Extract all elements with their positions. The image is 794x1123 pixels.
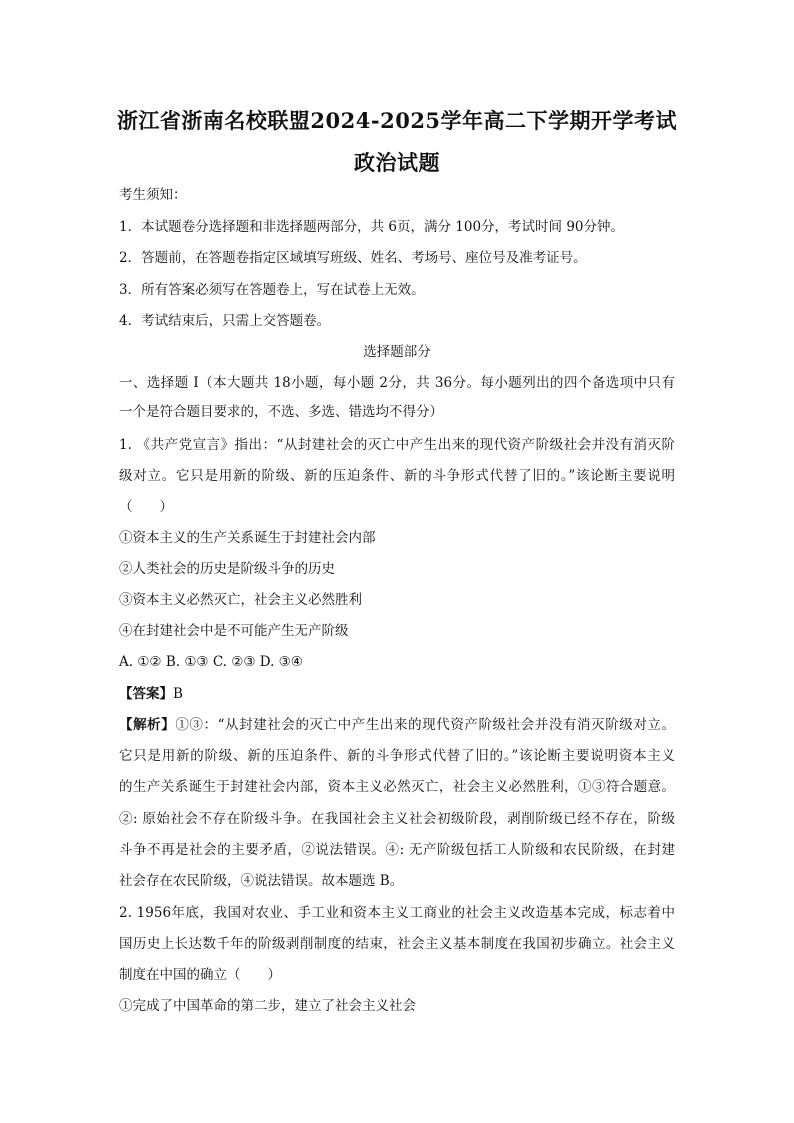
question-option: ②人类社会的历史是阶级斗争的历史 (119, 561, 335, 577)
answer-value: B (173, 686, 183, 702)
analysis-line (119, 715, 675, 735)
section-instruction: 一、选择题 I（本大题共 18小题，每小题 2分，共 36分。每小题列出的四个备选项中只有 (119, 375, 675, 391)
answer-line (119, 684, 183, 704)
analysis-line: 社会存在农民阶级，④说法错误。故本题选 B。 (119, 873, 404, 889)
question-stem: 2. 1956年底，我国对农业、手工业和资本主义工商业的社会主义改造基本完成，标志着中 (119, 905, 675, 921)
question-stem: 1. 《共产党宣言》指出：“从封建社会的灭亡中产生出来的现代资产阶级社会并没有消灭阶 (119, 437, 675, 453)
question-stem: 制度在中国的确立（ ） (119, 967, 281, 983)
analysis-line: 的生产关系诞生于封建社会内部，资本主义必然灭亡，社会主义必然胜利，①③符合题意。 (119, 779, 675, 795)
notice-item: 1．本试题卷分选择题和非选择题两部分，共 6页，满分 100分，考试时间 90分钟。 (119, 219, 624, 235)
question-stem: （ ） (119, 499, 173, 515)
notice-heading: 考生须知： (119, 187, 187, 203)
document-title: 浙江省浙南名校联盟2024-2025学年高二下学期开学考试 (116, 108, 678, 133)
analysis-label: 【解析】 (119, 717, 176, 733)
question-stem: 级对立。它只是用新的阶级、新的压迫条件、新的斗争形式代替了旧的。”该论断主要说明 (119, 468, 675, 484)
analysis-line: ②: 原始社会不存在阶级斗争。在我国社会主义社会初级阶段，剥削阶级已经不存在，阶级 (119, 811, 675, 827)
question-option: ④在封建社会中是不可能产生无产阶级 (119, 623, 349, 639)
question-stem: 国历史上长达数千年的阶级剥削制度的结束，社会主义基本制度在我国初步确立。社会主义 (119, 936, 675, 952)
notice-item: 3．所有答案必须写在答题卷上，写在试卷上无效。 (119, 282, 425, 298)
answer-choices: A. ①② B. ①③ C. ②③ D. ③④ (119, 654, 303, 670)
section-instruction: 一个是符合题目要求的，不选、多选、错选均不得分） (119, 404, 443, 420)
section-title: 选择题部分 (363, 344, 431, 360)
question-option: ③资本主义必然灭亡，社会主义必然胜利 (119, 592, 362, 608)
notice-item: 2．答题前，在答题卷指定区域填写班级、姓名、考场号、座位号及准考证号。 (119, 250, 587, 266)
document-subtitle: 政治试题 (354, 150, 440, 175)
analysis-text: ①③：“从封建社会的灭亡中产生出来的现代资产阶级社会并没有消灭阶级对立。 (175, 717, 676, 733)
analysis-line: 斗争不再是社会的主要矛盾，②说法错误。④: 无产阶级包括工人阶级和农民阶级，在封建 (119, 842, 675, 858)
notice-item: 4．考试结束后，只需上交答题卷。 (119, 313, 331, 329)
question-option: ①资本主义的生产关系诞生于封建社会内部 (119, 530, 376, 546)
question-option: ①完成了中国革命的第二步，建立了社会主义社会 (119, 998, 416, 1014)
analysis-line: 它只是用新的阶级、新的压迫条件、新的斗争形式代替了旧的。”该论断主要说明资本主义 (119, 748, 675, 764)
answer-label: 【答案】 (119, 686, 173, 702)
